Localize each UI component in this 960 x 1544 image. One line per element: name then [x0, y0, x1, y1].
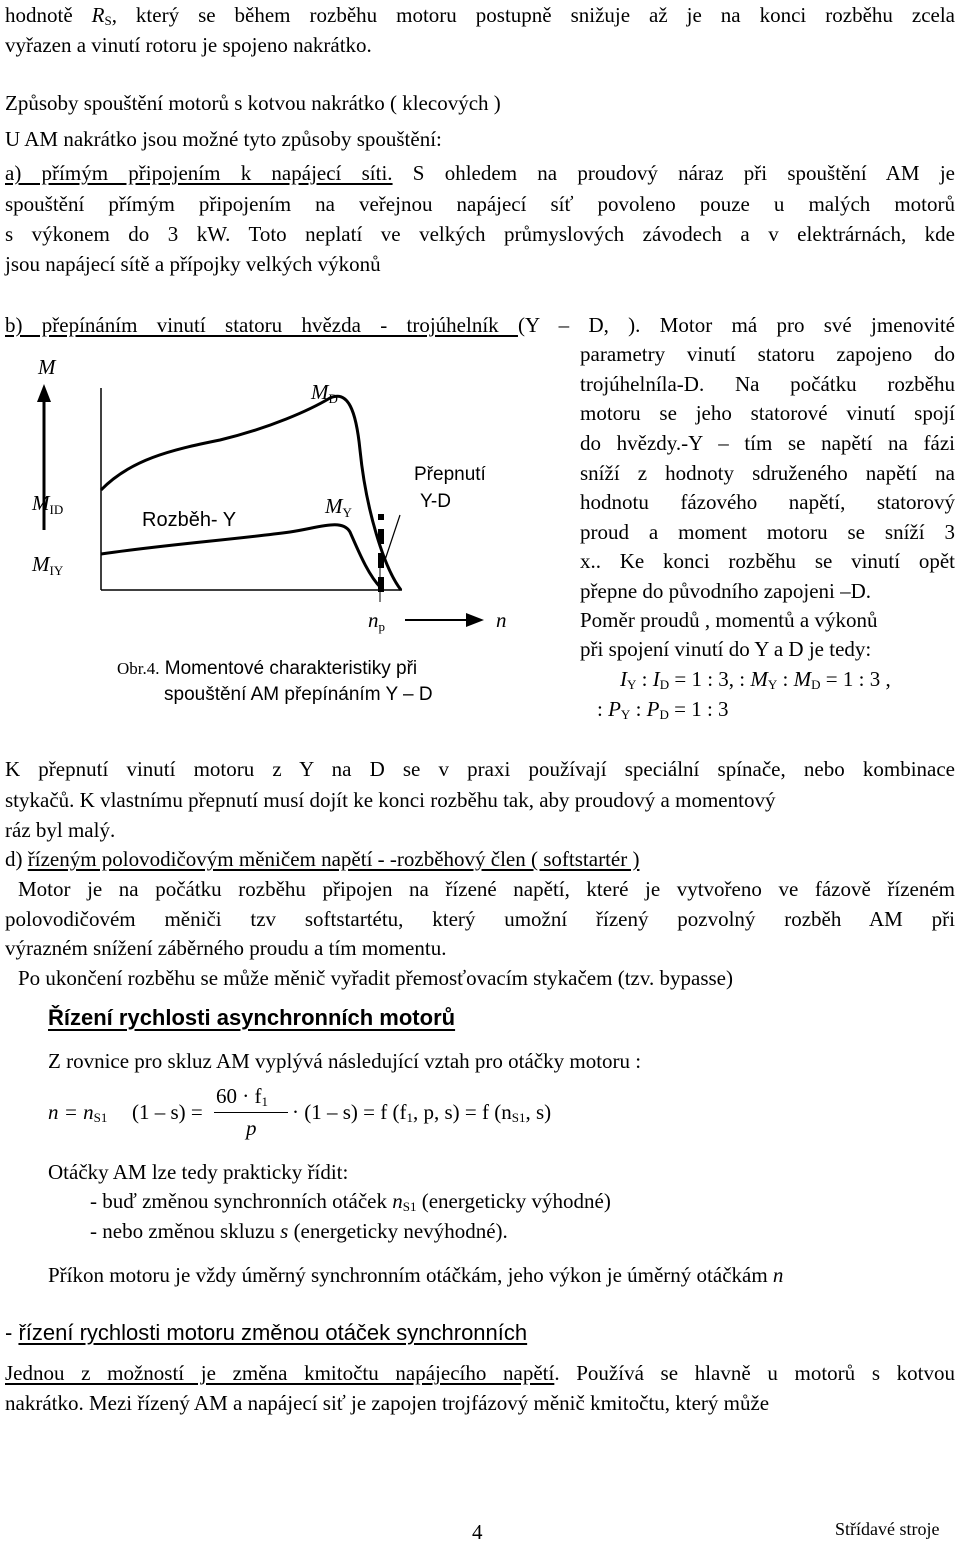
- text-line: do hvězdy.-Y – tím se napětí na fázi: [580, 431, 955, 455]
- label-rozbeh: Rozběh- Y: [142, 509, 237, 531]
- footer-title: Střídavé stroje: [835, 1519, 940, 1539]
- curve-star: [101, 525, 381, 588]
- text-line: U AM nakrátko jsou možné tyto způsoby spouštění:: [5, 127, 442, 151]
- text-line: výrazném snížení záběrného proudu a tím momentu.: [5, 936, 447, 960]
- text-line: hodnotě $R_S$, který se během rozběhu motoru postupně snižuje až je na konci rozběhu zcela: [5, 3, 955, 28]
- text-line: K přepnutí vinutí motoru z Y na D se v praxi používají speciální spínače, nebo kombinace: [5, 757, 955, 781]
- text-line: spouštění přímým připojením na veřejnou napájecí síť povoleno pouze u malých motorů: [5, 192, 955, 216]
- figure-caption: Obr.4. Momentové charakteristiky při: [117, 658, 418, 679]
- curve-delta: [101, 396, 401, 590]
- text-line: d) řízeným polovodičovým měničem napětí - -rozběhový člen ( softstartér ): [5, 847, 640, 871]
- switchover-pointer: [385, 515, 400, 560]
- text-line: hodnotu fázového napětí, statorový: [580, 490, 955, 514]
- figure-caption-line2: spouštění AM přepínáním Y – D: [164, 684, 433, 705]
- label-mid: MID: [32, 491, 64, 517]
- text-line: a) přímým připojením k napájecí síti. S ohledem na proudový náraz při spouštění AM je: [5, 161, 955, 185]
- torque-characteristics-figure: [0, 340, 575, 720]
- page-number: 4: [472, 1520, 483, 1544]
- label-my: MY: [325, 494, 352, 520]
- y-axis-arrowhead: [37, 384, 51, 402]
- label-md: MD: [311, 380, 338, 406]
- text-line: b) přepínáním vinutí statoru hvězda - trojúhelník (Y – D, ). Motor má pro své jmenovité: [5, 313, 956, 337]
- y-axis-label: M: [38, 355, 56, 379]
- text-line: jsou napájecí sítě a přípojky velkých výkonů: [5, 252, 381, 276]
- section-title: Způsoby spouštění motorů s kotvou nakrátko ( klecových ): [5, 91, 501, 115]
- bullet-item: - nebo změnou skluzu s (energeticky nevýhodné).: [90, 1219, 508, 1243]
- text-line: trojúhelníla-D. Na počátku rozběhu: [580, 372, 955, 396]
- text-line: Příkon motoru je vždy úměrný synchronním otáčkám, jeho výkon je úměrný otáčkám n: [48, 1263, 784, 1287]
- label-np: np: [368, 608, 385, 634]
- label-yd: Y-D: [420, 491, 451, 512]
- text-line: Jednou z možností je změna kmitočtu napájecího napětí. Používá se hlavně u motorů s kotvou: [5, 1361, 956, 1385]
- text-line: Otáčky AM lze tedy prakticky řídit:: [48, 1160, 349, 1184]
- text-line: při spojení vinutí do Y a D je tedy:: [580, 637, 872, 661]
- text-line: Motor je na počátku rozběhu připojen na řízené napětí, které je vytvořeno ve fázově řízeném: [18, 877, 955, 901]
- text-line: ráz byl malý.: [5, 818, 116, 842]
- bullet-item: - buď změnou synchronních otáček $n_{S1}$ (energeticky výhodné): [90, 1189, 611, 1214]
- n-axis-arrowhead: [466, 613, 484, 627]
- text-line: motoru se jeho statorové vinutí spojí: [580, 401, 955, 425]
- text-line: sníží z hodnoty sdruženého napětí na: [580, 461, 955, 485]
- ratio-line: $I_Y$ : $I_D = 1$ : 3, : $M_Y$ : $M_D = 1$ : 3 ,: [620, 667, 891, 692]
- text-line: s výkonem do 3 kW. Toto neplatí ve velkých průmyslových závodech a v elektrárnách, kde: [5, 222, 955, 246]
- text-line: parametry vinutí statoru zapojeno do: [580, 342, 955, 366]
- text-line: vyřazen a vinutí rotoru je spojeno nakrátko.: [5, 33, 372, 57]
- text-line: Po ukončení rozběhu se může měnič vyřadit přemosťovacím stykačem (tzv. bypasse): [18, 966, 733, 990]
- fraction-bar: [214, 1112, 288, 1113]
- label-prepnuti: Přepnutí: [414, 464, 486, 485]
- text-line: polovodičovém měniči tzv softstartétu, který umožní řízený pozvolný rozběh AM při: [5, 907, 955, 931]
- text-line: Z rovnice pro skluz AM vyplývá následující vztah pro otáčky motoru :: [48, 1049, 642, 1073]
- section-heading: Řízení rychlosti asynchronních motorů: [48, 1005, 456, 1030]
- label-miy: MIY: [32, 552, 64, 578]
- text-line: Poměr proudů , momentů a výkonů: [580, 608, 878, 632]
- text-line: nakrátko. Mezi řízený AM a napájecí siť je zapojen trojfázový měnič kmitočtu, který může: [5, 1391, 770, 1415]
- text-line: proud a moment motoru se sníží 3: [580, 520, 955, 544]
- text-line: stykačů. K vlastnímu přepnutí musí dojít ke konci rozběhu tak, aby proudový a momentový: [5, 788, 776, 812]
- speed-formula: $n = n_{S1}$ (1 – s) = $60 \cdot f_1$ p · (1 – s) = f ($f_1$, p, s) = f ($n_{S1}$, s): [48, 1084, 552, 1140]
- subsection-heading: - řízení rychlosti motoru změnou otáček synchronních: [5, 1320, 528, 1345]
- ratio-line: : $P_Y$ : $P_D = 1$ : 3: [597, 697, 729, 722]
- text-line: x.. Ke konci rozběhu se vinutí opět: [580, 549, 955, 573]
- text-line: přepne do původního zapojeni –D.: [580, 579, 872, 603]
- label-n: n: [496, 608, 507, 632]
